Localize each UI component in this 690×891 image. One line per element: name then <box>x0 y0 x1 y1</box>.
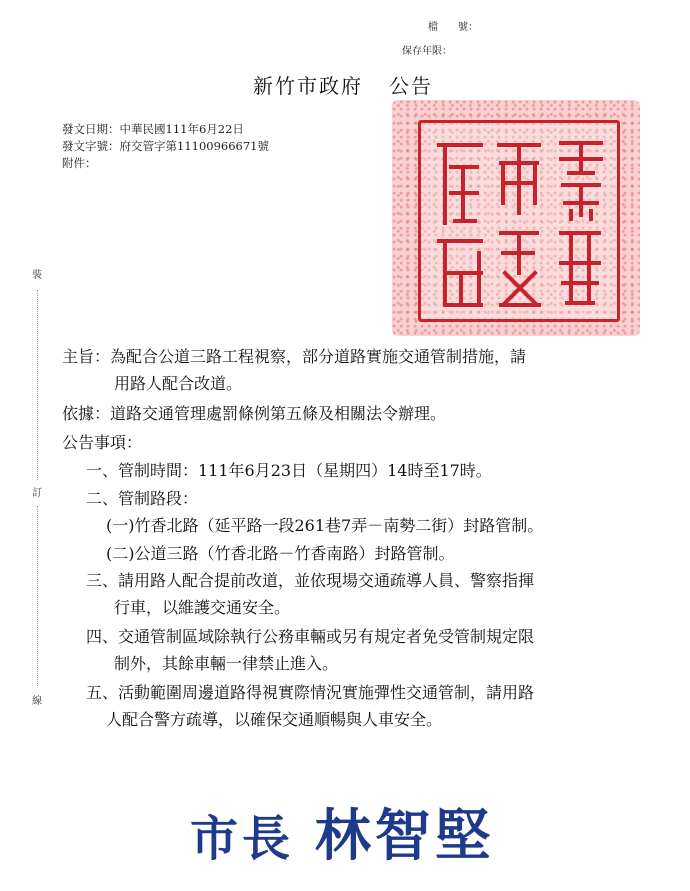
mayor-title: 市長 <box>190 811 295 867</box>
notice-item-2-sub-2: (二)公道三路（竹香北路－竹香南路）封路管制。 <box>106 544 455 563</box>
notice-item-5-line-2: 人配合警方疏導，以確保交通順暢與人車安全。 <box>106 710 443 729</box>
notice-item-4-line-2: 制外，其餘車輛一律禁止進入。 <box>114 654 339 673</box>
notice-item-3-line-2: 行車，以維護交通安全。 <box>114 598 291 617</box>
document-type: 公告 <box>389 74 433 98</box>
document-title <box>253 70 433 99</box>
binding-dotted-line-lower <box>37 506 38 686</box>
issue-date: 發文日期：中華民國111年6月22日 <box>62 122 244 136</box>
seal-frame <box>418 120 620 322</box>
mayor-name: 林智堅 <box>314 803 495 869</box>
seal-glyphs <box>421 123 617 319</box>
notice-heading: 公告事項： <box>62 433 143 452</box>
notice-item-4-line-1: 四、交通管制區域除執行公務車輛或另有規定者免受管制規定限 <box>86 627 535 646</box>
notice-item-5-line-1: 五、活動範圍周邊道路得視實際情況實施彈性交通管制，請用路 <box>86 683 535 702</box>
binding-mark-zhuang: 裝 <box>32 270 42 281</box>
retention-period-label: 保存年限： <box>402 46 452 57</box>
subject-line-1: 主旨：為配合公道三路工程視察，部分道路實施交通管制措施，請 <box>62 347 527 366</box>
agency-name: 新竹市政府 <box>253 74 363 98</box>
legal-basis: 依據：道路交通管理處罰條例第五條及相關法令辦理。 <box>62 404 447 423</box>
notice-item-2: 二、管制路段： <box>86 489 199 508</box>
notice-item-1: 一、管制時間：111年6月23日（星期四）14時至17時。 <box>86 461 492 480</box>
notice-item-2-sub-1: (一)竹香北路（延平路一段261巷7弄－南勢二街）封路管制。 <box>106 516 544 535</box>
binding-dotted-line-upper <box>37 290 38 480</box>
binding-mark-ding: 訂 <box>32 488 42 499</box>
document-number: 發文字號：府交管字第11100966671號 <box>62 139 269 153</box>
subject-line-2: 用路人配合改道。 <box>114 374 243 393</box>
file-number-label: 檔 號： <box>428 22 478 33</box>
mayor-signature <box>190 792 495 872</box>
binding-mark-xian: 線 <box>32 696 42 707</box>
notice-item-3-line-1: 三、請用路人配合提前改道，並依現場交通疏導人員、警察指揮 <box>86 571 535 590</box>
official-seal <box>392 100 640 336</box>
attachment-label: 附件： <box>62 156 97 170</box>
